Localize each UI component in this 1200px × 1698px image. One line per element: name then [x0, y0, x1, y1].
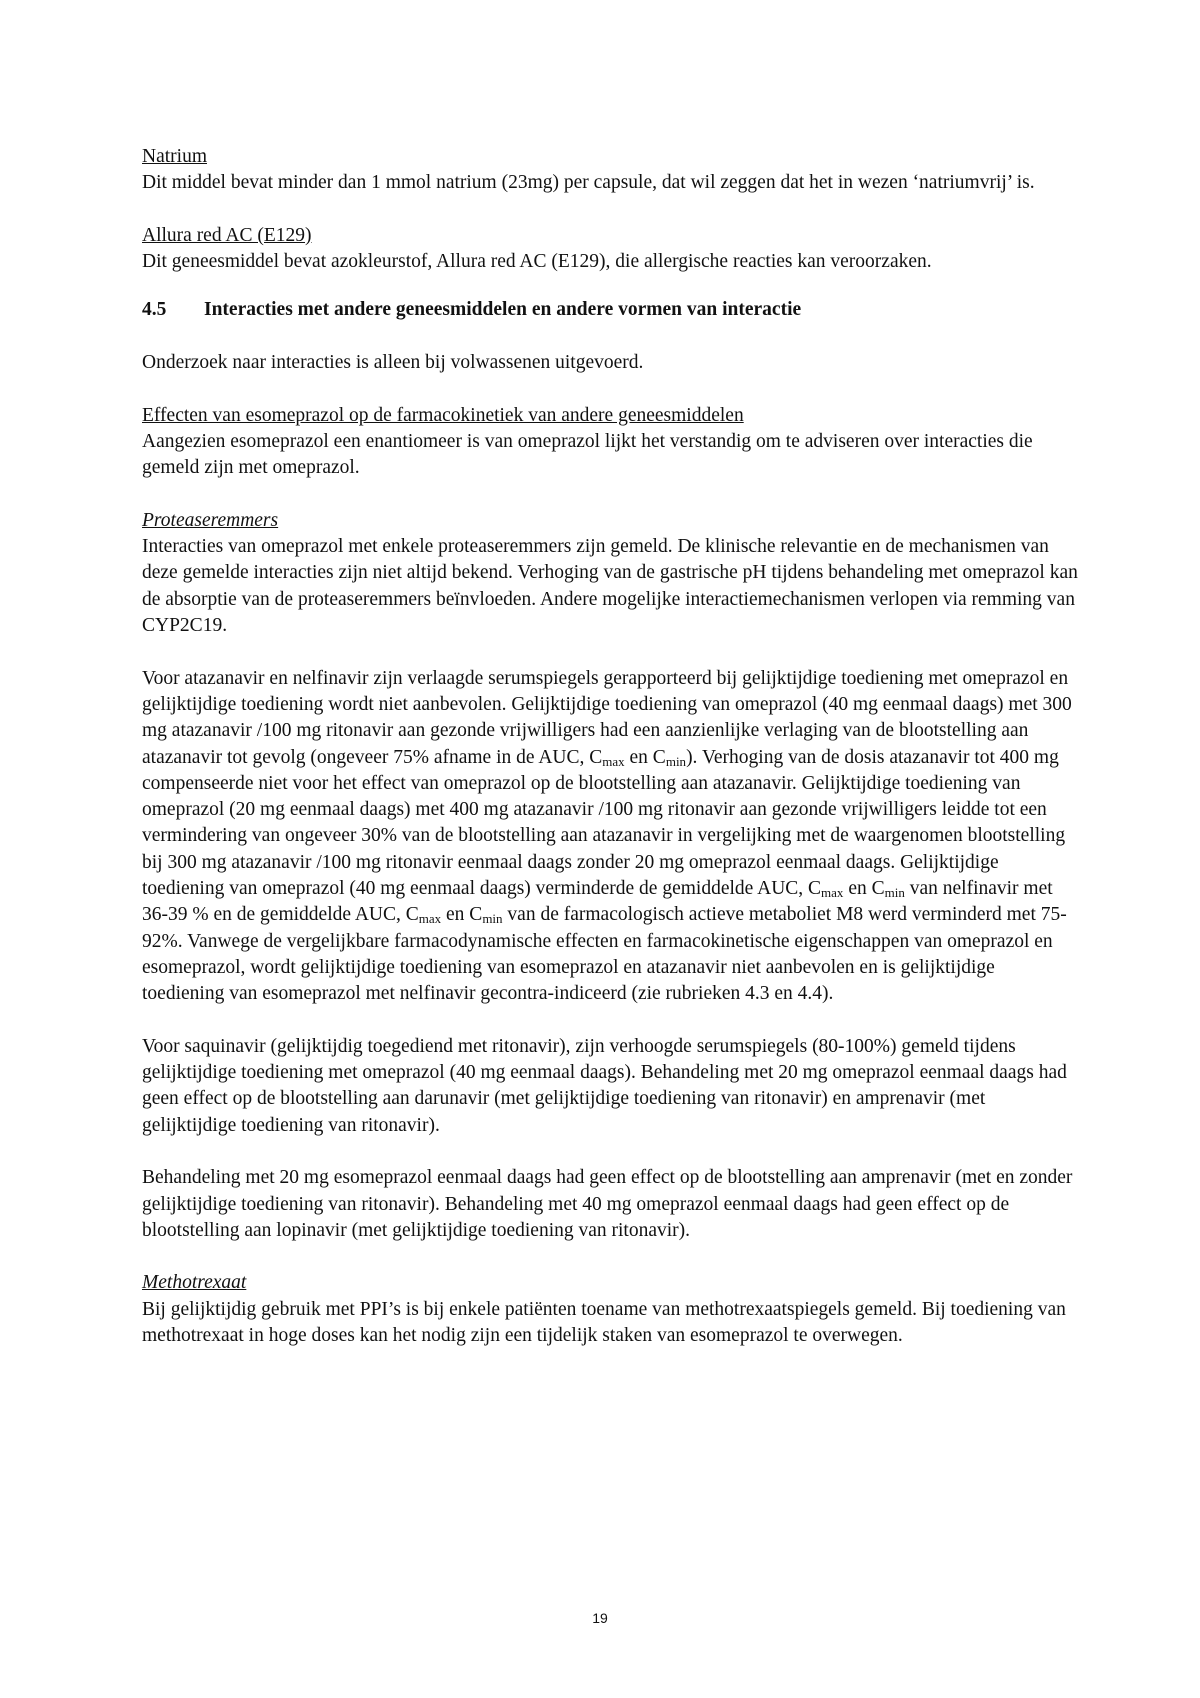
document-page	[142, 144, 1082, 1349]
allura-text: Dit geneesmiddel bevat azokleurstof, Allura red AC (E129), die allergische reacties kan veroorzaken.	[142, 251, 932, 273]
section-number: 4.5	[142, 299, 167, 321]
natrium-text: Dit middel bevat minder dan 1 mmol natrium (23mg) per capsule, dat wil zeggen dat het in wezen ‘natriumvrij’ is.	[142, 172, 1035, 194]
allura-section	[142, 223, 1082, 276]
effects-text: Aangezien esomeprazol een enantiomeer is van omeprazol lijkt het verstandig om te adviseren over interacties die gemeld zijn met omeprazol.	[142, 430, 1033, 479]
protease-paragraph-1: Interacties van omeprazol met enkele proteaseremmers zijn gemeld. De klinische relevantie en de mechanismen van deze gemelde interacties zijn niet altijd bekend. Verhoging van de gastrische pH tijdens behandeling met omeprazol kan de absorptie van de proteaseremmers beïnvloeden. Andere mogelijke interactiemechanismen verlopen via remming van CYP2C19.	[142, 536, 1078, 637]
methotrexate-heading: Methotrexaat	[142, 1272, 247, 1294]
protease-paragraph-3: Voor saquinavir (gelijktijdig toegediend met ritonavir), zijn verhoogde serumspiegels (80-100%) gemeld tijdens gelijktijdige toediening met omeprazol (40 mg eenmaal daags). Behandeling met 20 mg omeprazol eenmaal daags had geen effect op de blootstelling aan darunavir (met gelijktijdige toediening van ritonavir) en amprenavir (met gelijktijdige toediening van ritonavir).	[142, 1035, 1067, 1136]
effects-section	[142, 403, 1082, 482]
methotrexate-section	[142, 1270, 1082, 1349]
natrium-heading: Natrium	[142, 146, 207, 167]
protease-paragraph-2: Voor atazanavir en nelfinavir zijn verlaagde serumspiegels gerapporteerd bij gelijktijdige toediening met omeprazol en gelijktijdige toediening wordt niet aanbevolen. Gelijktijdige toediening van omeprazol (40 mg eenmaal daags) met 300 mg atazanavir /100 mg ritonavir aan gezonde vrijwilligers had een aanzienlijke verlaging van de blootstelling aan atazanavir tot gevolg (ongeveer 75% afname in de AUC, $C_{max}$ en $C_{min}$). Verhoging van de dosis atazanavir tot 400 mg compenseerde niet voor het effect van omeprazol op de blootstelling aan atazanavir. Gelijktijdige toediening van omeprazol (20 mg eenmaal daags) met 400 mg atazanavir /100 mg ritonavir aan gezonde vrijwilligers leidde tot een vermindering van ongeveer 30% van de blootstelling aan atazanavir in vergelijking met de waargenomen blootstelling bij 300 mg atazanavir /100 mg ritonavir eenmaal daags zonder 20 mg omeprazol eenmaal daags. Gelijktijdige toediening van omeprazol (40 mg eenmaal daags) verminderde de gemiddelde AUC, $C_{max}$ en $C_{min}$ van nelfinavir met 36-39 % en de gemiddelde AUC, $C_{max}$ en $C_{min}$ van de farmacologisch actieve metaboliet M8 werd verminderd met 75-92%. Vanwege de vergelijkbare farmacodynamische effecten en farmacokinetische eigenschappen van omeprazol en esomeprazol, wordt gelijktijdige toediening van esomeprazol en atazanavir niet aanbevolen en is gelijktijdige toediening van esomeprazol met nelfinavir gecontra-indiceerd (zie rubrieken 4.3 en 4.4).	[142, 667, 1072, 1005]
allura-heading: Allura red AC (E129)	[142, 224, 312, 246]
page-number: 19	[592, 1610, 608, 1626]
section-heading	[142, 297, 1082, 323]
section-title: Interacties met andere geneesmiddelen en andere vormen van interactie	[204, 299, 802, 321]
effects-heading: Effecten van esomeprazol op de farmacokinetiek van andere geneesmiddelen	[142, 404, 744, 426]
protease-section	[142, 508, 1082, 639]
natrium-section	[142, 144, 1082, 197]
protease-paragraph-4: Behandeling met 20 mg esomeprazol eenmaal daags had geen effect op de blootstelling aan amprenavir (met en zonder gelijktijdige toediening van ritonavir). Behandeling met 40 mg omeprazol eenmaal daags had geen effect op de blootstelling aan lopinavir (met gelijktijdige toediening van ritonavir).	[142, 1167, 1073, 1241]
methotrexate-text: Bij gelijktijdig gebruik met PPI’s is bij enkele patiënten toename van methotrexaatspiegels gemeld. Bij toediening van methotrexaat in hoge doses kan het nodig zijn een tijdelijk staken van esomeprazol te overwegen.	[142, 1298, 1066, 1347]
intro-text: Onderzoek naar interacties is alleen bij volwassenen uitgevoerd.	[142, 352, 644, 374]
protease-heading: Proteaseremmers	[142, 509, 279, 531]
